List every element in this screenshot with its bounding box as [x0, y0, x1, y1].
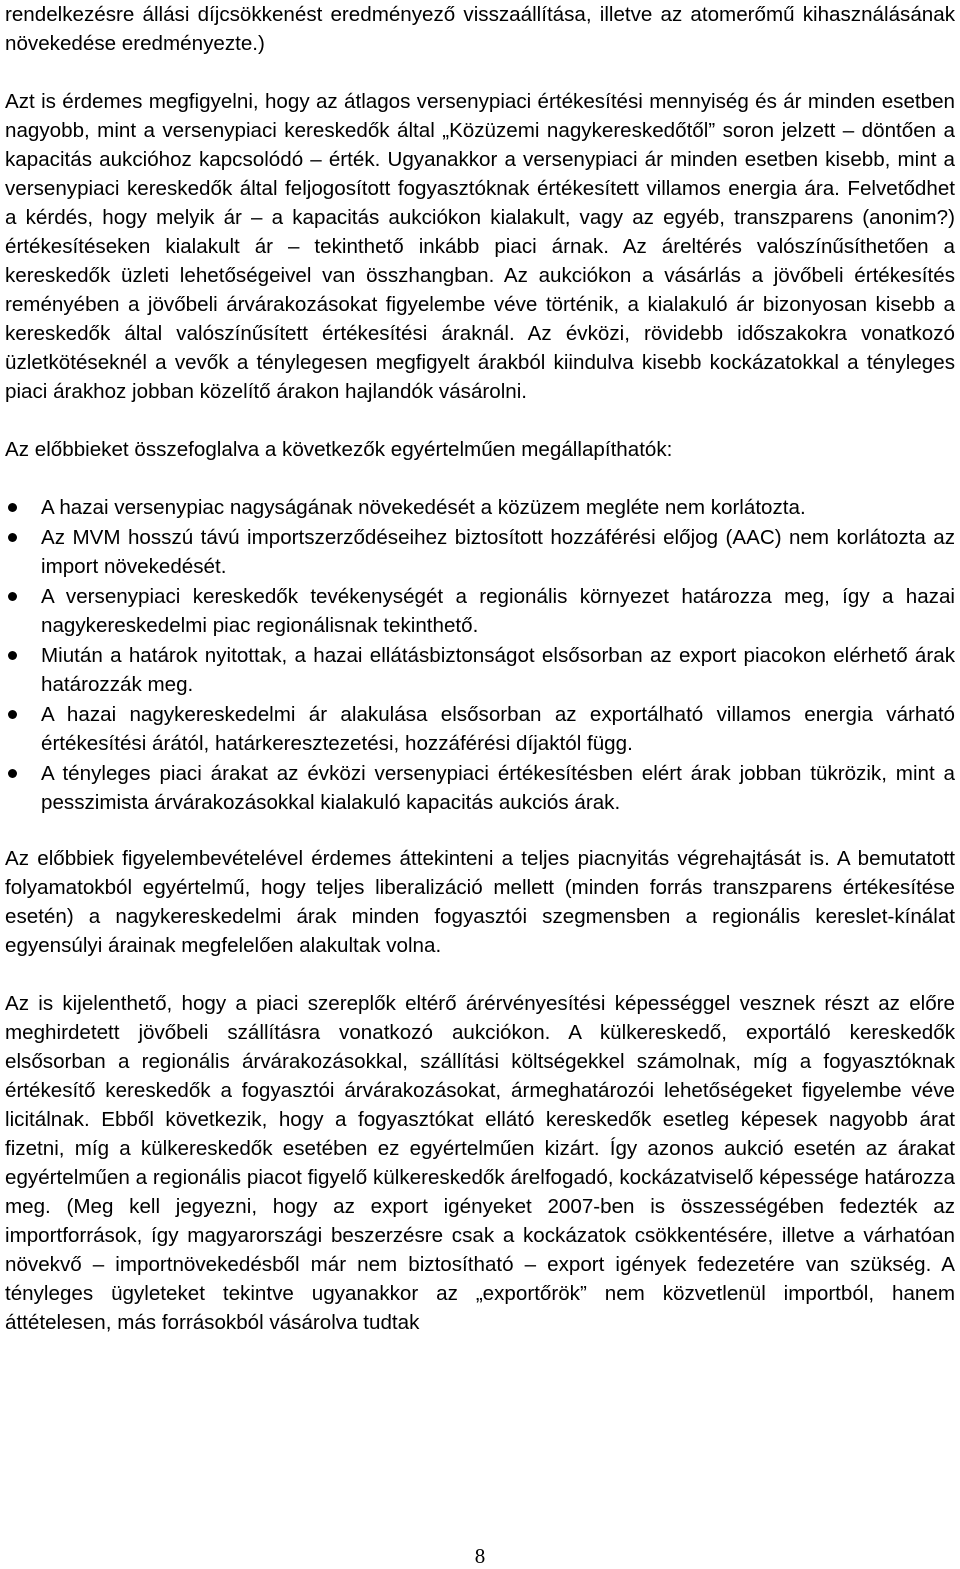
page-number: 8 — [474, 1544, 486, 1568]
list-item — [5, 700, 955, 758]
list-item-text: A hazai versenypiac nagyságának növekedését a közüzem megléte nem korlátozta. — [41, 496, 806, 519]
list-item — [5, 582, 955, 640]
paragraph-price-observation: Azt is érdemes megfigyelni, hogy az átlagos versenypiaci értékesítési mennyiség és ár minden esetben nagyobb, mint a versenypiaci kereskedők által „Közüzemi nagykereskedőtől” soron jelzett – döntően a kapacitás aukcióhoz kapcsolódó – érték. Ugyanakkor a versenypiaci ár minden esetben kisebb, mint a versenypiaci kereskedők által feljogosított fogyasztóknak értékesített villamos energia ára. Felvetődhet a kérdés, hogy melyik ár – a kapacitás aukciókon kialakult, vagy az egyéb, transzparens (anonim?) értékesítéseken kialakult ár – tekinthető inkább piaci árnak. Az áreltérés valószínűsíthetően a kereskedők üzleti lehetőségeivel van összhangban. Az aukciókon a vásárlás a jövőbeli értékesítés reményében a jövőbeli árvárakozásokat figyelembe véve történik, a kialakuló ár bizonyosan kisebb a kereskedők által valószínűsített értékesítési áraknál. Az évközi, rövidebb időszakokra vonatkozó üzletkötéseknél a vevők a ténylegesen megfigyelt árakból kiindulva kisebb kockázatokkal a tényleges piaci árakhoz jobban közelítő árakon hajlandók vásárolni. — [5, 90, 955, 403]
list-item — [5, 523, 955, 581]
paragraph-continuation: rendelkezésre állási díjcsökkenést eredményező visszaállítása, illetve az atomerőmű kihasználásának növekedése eredményezte.) — [5, 3, 955, 55]
list-item-text: Miután a határok nyitottak, a hazai ellátásbiztonságot elsősorban az export piacokon elérhető árak határozzák meg. — [41, 644, 955, 696]
list-item — [5, 493, 955, 522]
bullet-icon — [8, 592, 17, 601]
paragraph-full-liberalization: Az előbbiek figyelembevételével érdemes áttekinteni a teljes piacnyitás végrehajtását is. A bemutatott folyamatokból egyértelmű, hogy teljes liberalizáció mellett (minden forrás transzparens értékesítése esetén) a nagykereskedelmi árak minden fogyasztói szegmensben a regionális kereslet-kínálat egyensúlyi árainak megfelelően alakultak volna. — [5, 847, 955, 957]
conclusions-list — [5, 493, 955, 817]
list-item-text: A hazai nagykereskedelmi ár alakulása elsősorban az exportálható villamos energia várható értékesítési árától, határkeresztezetési, hozzáférési díjaktól függ. — [41, 703, 955, 755]
paragraph-auction-participants: Az is kijelenthető, hogy a piaci szereplők eltérő árérvényesítési képességgel vesznek részt az előre meghirdetett jövőbeli szállításra vonatkozó aukciókon. A külkereskedő, exportáló kereskedők elsősorban a regionális árvárakozásokkal, szállítási költségekkel számolnak, míg a fogyasztóknak értékesítő kereskedők a fogyasztói árvárakozásokat, ármeghatározói lehetőségeket figyelembe véve licitálnak. Ebből következik, hogy a fogyasztókat ellátó kereskedők esetleg képesek nagyobb árat fizetni, míg a külkereskedők esetében ez egyértelműen kizárt. Így azonos aukció esetén az árakat egyértelműen a regionális piacot figyelő külkereskedők árelfogadó, kockázatviselő képessége határozza meg. (Meg kell jegyezni, hogy az export igényeket 2007-ben is összességében fedezték az importforrások, így magyarországi beszerzésre csak a kockázatok csökkentésére, illetve a várhatóan növekvő – importnövekedésből már nem biztosítható – export igények fedezetére van szükség. A tényleges ügyleteket tekintve ugyanakkor az „exportőrök” nem közvetlenül importból, hanem áttételesen, más forrásokból vásárolva tudtak — [5, 992, 955, 1334]
list-item-text: Az MVM hosszú távú importszerződéseihez biztosított hozzáférési előjog (AAC) nem korlátozta az import növekedését. — [41, 526, 955, 578]
list-item-text: A versenypiaci kereskedők tevékenységét a regionális környezet határozza meg, így a hazai nagykereskedelmi piac regionálisnak tekinthető. — [41, 585, 955, 637]
bullet-icon — [8, 533, 17, 542]
paragraph-summary-intro: Az előbbieket összefoglalva a következők egyértelműen megállapíthatók: — [5, 438, 673, 461]
document-page — [5, 0, 955, 1337]
list-item — [5, 759, 955, 817]
list-item-text: A tényleges piaci árakat az évközi versenypiaci értékesítésben elért árak jobban tükrözik, mint a pesszimista árvárakozásokkal kialakuló kapacitás aukciós árak. — [41, 762, 955, 814]
list-item — [5, 641, 955, 699]
bullet-icon — [8, 503, 17, 512]
bullet-icon — [8, 651, 17, 660]
bullet-icon — [8, 769, 17, 778]
bullet-icon — [8, 710, 17, 719]
